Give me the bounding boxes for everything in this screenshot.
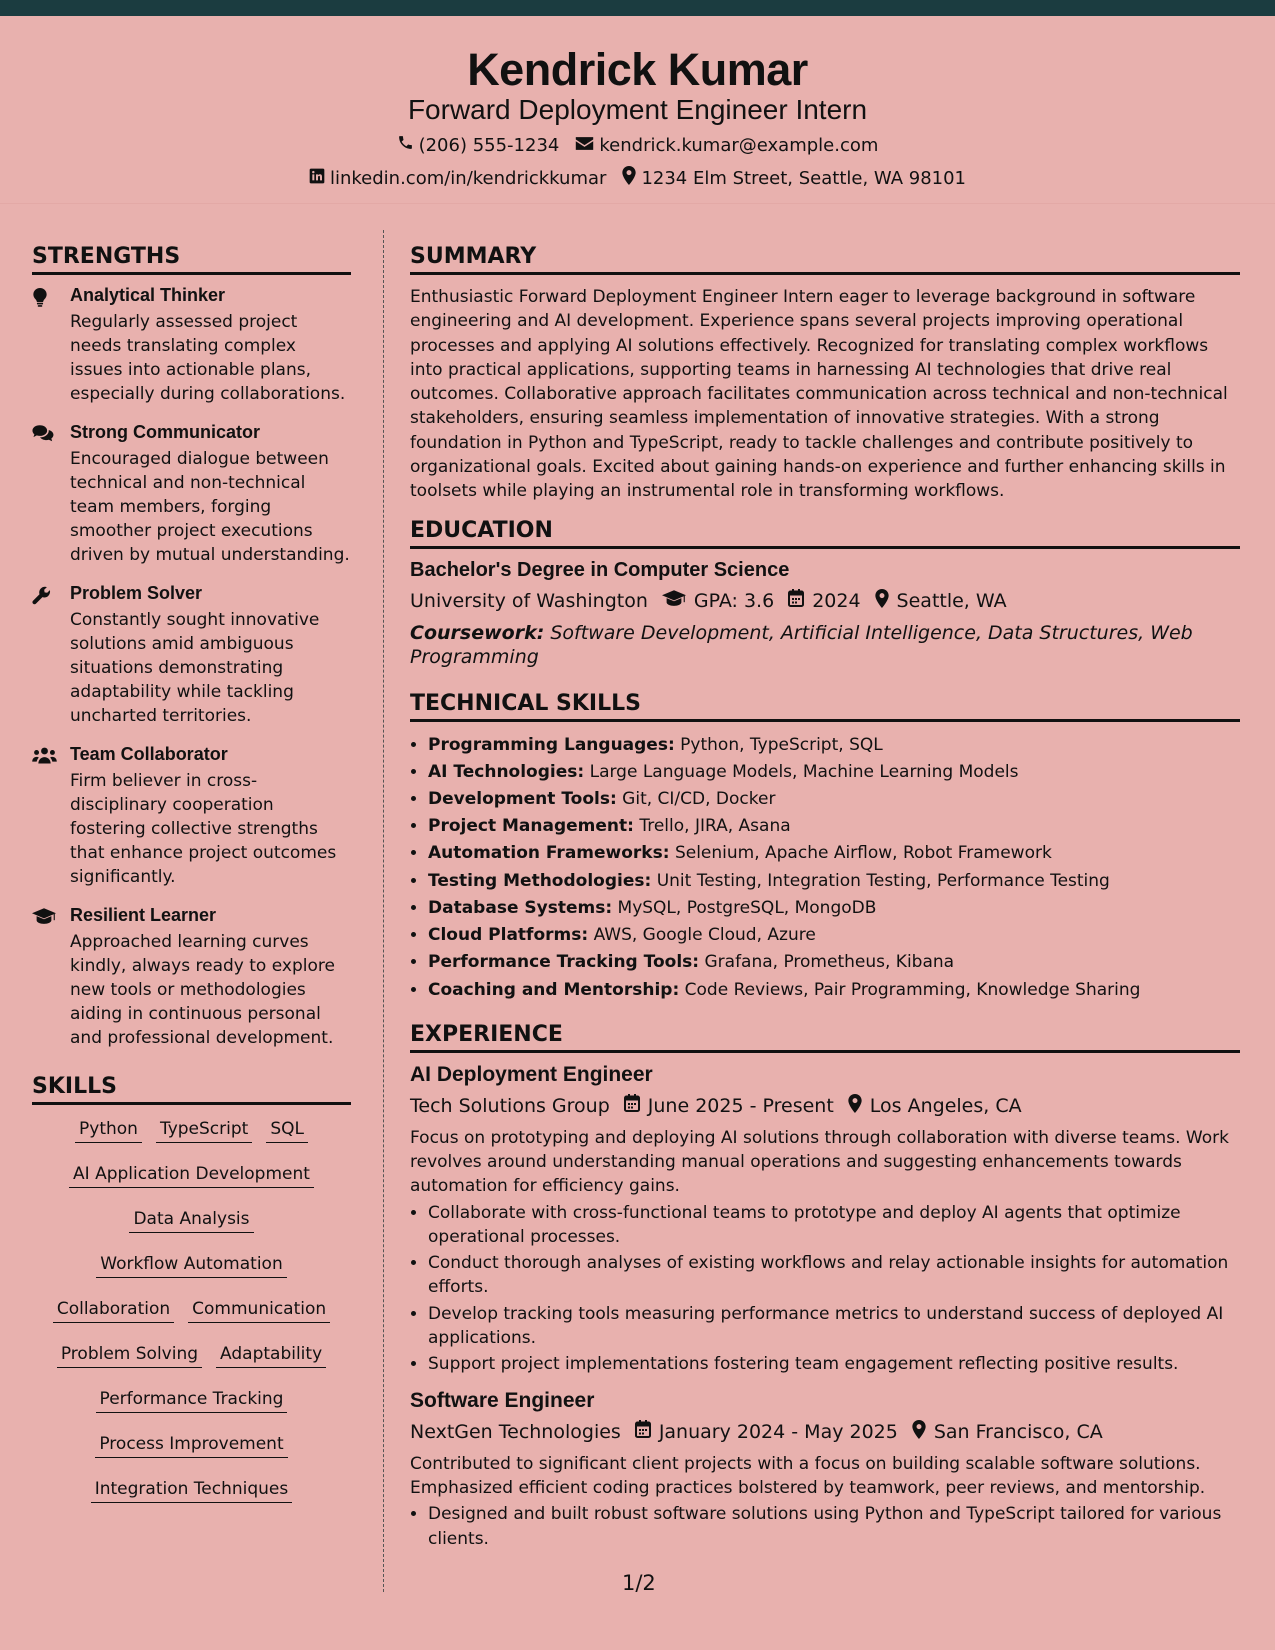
job-bullet: • Collaborate with cross-functional teams to prototype and deploy AI agents that optimize operational processes. bbox=[428, 1201, 1240, 1250]
technical-skills-list bbox=[410, 732, 1240, 1004]
technical-skill-item bbox=[428, 895, 1240, 922]
strengths-heading: STRENGTHS bbox=[32, 244, 351, 275]
skill-label: Performance Tracking Tools: bbox=[428, 952, 700, 973]
skill-label: Programming Languages: bbox=[428, 734, 675, 755]
location-text: San Francisco, CA bbox=[933, 1420, 1103, 1443]
skill-value: AWS, Google Cloud, Azure bbox=[593, 925, 816, 946]
users-icon bbox=[32, 744, 70, 889]
map-pin-icon bbox=[875, 589, 889, 613]
job-company bbox=[410, 1421, 621, 1443]
technical-skill-item bbox=[428, 840, 1240, 867]
job-meta bbox=[410, 1094, 1240, 1118]
comments-icon bbox=[32, 422, 70, 567]
job-description: Contributed to significant client projects with a focus on building scalable software solutions. Emphasized efficient coding practices bolstered by teamwork, peer reviews, and mentorship. bbox=[410, 1453, 1206, 1498]
linkedin-text: linkedin.com/in/kendrickkumar bbox=[329, 167, 607, 189]
strength-description: Encouraged dialogue between technical and non-technical team members, forging smoother project executions driven by mutual understanding. bbox=[70, 449, 350, 565]
gpa-text: GPA: 3.6 bbox=[693, 589, 775, 612]
skill-tag: Communication bbox=[188, 1299, 330, 1323]
job-bullet: • Support project implementations fostering team engagement reflecting positive results. bbox=[428, 1352, 1240, 1376]
job-location bbox=[848, 1094, 1022, 1118]
address-item bbox=[622, 166, 966, 190]
strength-item bbox=[32, 583, 351, 728]
column-divider bbox=[383, 230, 384, 1592]
skill-value: MySQL, PostgreSQL, MongoDB bbox=[617, 897, 877, 918]
skill-value: Grafana, Prometheus, Kibana bbox=[704, 952, 955, 973]
skill-value: Trello, JIRA, Asana bbox=[639, 816, 791, 837]
job-bullets bbox=[410, 1502, 1240, 1551]
education-year bbox=[788, 589, 860, 612]
skill-tag: SQL bbox=[266, 1119, 308, 1143]
skill-value: Unit Testing, Integration Testing, Performance Testing bbox=[656, 870, 1110, 891]
coursework-text: Software Development, Artificial Intelligence, Data Structures, Web Programming bbox=[410, 621, 1193, 668]
job-dates bbox=[624, 1094, 834, 1117]
skill-tag: Data Analysis bbox=[129, 1209, 253, 1233]
skill-tag: TypeScript bbox=[156, 1119, 252, 1143]
skills-list bbox=[32, 1119, 351, 1524]
skill-tag: Integration Techniques bbox=[91, 1479, 293, 1503]
summary-text: Enthusiastic Forward Deployment Engineer Intern eager to leverage background in software engineering and AI development. Experience spans several projects improving operational processes and applying AI solutions effectively. Recognized for translating complex workflows into practical applications, supporting teams in harnessing AI technologies that drive real outcomes. Collaborative approach facilitates communication across technical and non-technical stakeholders, ensuring seamless implementation of innovative strategies. With a strong foundation in Python and TypeScript, ready to tackle challenges and contribute positively to organizational goals. Excited about gaining hands-on experience and further enhancing skills in toolsets while playing an instrumental role in transforming workflows. bbox=[410, 287, 1228, 502]
email-text: kendrick.kumar@example.com bbox=[599, 134, 879, 156]
technical-skill-item bbox=[428, 922, 1240, 949]
skill-value: Git, CI/CD, Docker bbox=[622, 789, 776, 810]
right-column bbox=[410, 244, 1240, 1563]
skill-label: Cloud Platforms: bbox=[428, 925, 589, 946]
calendar-icon bbox=[788, 589, 804, 612]
phone-icon bbox=[397, 134, 414, 156]
job-entry bbox=[410, 1389, 1240, 1551]
strength-title: Problem Solver bbox=[70, 583, 203, 603]
strength-description: Constantly sought innovative solutions amid ambiguous situations demonstrating adaptability while tackling uncharted territories. bbox=[70, 610, 320, 726]
experience-heading: EXPERIENCE bbox=[410, 1022, 1240, 1053]
skill-tag: Collaboration bbox=[53, 1299, 174, 1323]
education-school bbox=[410, 590, 648, 612]
job-company bbox=[410, 1095, 610, 1117]
address-text: 1234 Elm Street, Seattle, WA 98101 bbox=[641, 167, 967, 189]
skills-row bbox=[32, 1389, 351, 1434]
strength-title: Team Collaborator bbox=[70, 744, 228, 764]
skill-value: Selenium, Apache Airflow, Robot Framework bbox=[674, 843, 1052, 864]
year-text: 2024 bbox=[812, 589, 861, 612]
skills-row bbox=[32, 1344, 351, 1389]
map-pin-icon bbox=[622, 166, 636, 190]
graduation-cap-icon bbox=[32, 905, 70, 1050]
skill-label: AI Technologies: bbox=[428, 761, 585, 782]
strength-item bbox=[32, 422, 351, 567]
job-description: Focus on prototyping and deploying AI solutions through collaboration with diverse teams. Work revolves around understanding manual operations and suggesting enhancements towards automation for efficiency gains. bbox=[410, 1127, 1229, 1197]
job-bullet: • Develop tracking tools measuring performance metrics to understand success of deployed AI applications. bbox=[428, 1302, 1240, 1351]
skill-label: Database Systems: bbox=[428, 897, 613, 918]
linkedin-item[interactable] bbox=[309, 168, 606, 189]
strength-item bbox=[32, 905, 351, 1050]
header-divider bbox=[0, 203, 1275, 204]
skill-value: Large Language Models, Machine Learning Models bbox=[589, 761, 1019, 782]
skill-tag: Workflow Automation bbox=[96, 1254, 286, 1278]
skill-value: Python, TypeScript, SQL bbox=[680, 734, 883, 755]
phone-item[interactable] bbox=[397, 134, 560, 156]
resume-header bbox=[0, 16, 1275, 204]
left-column bbox=[32, 244, 351, 1524]
location-text: Los Angeles, CA bbox=[869, 1094, 1022, 1117]
job-bullet: • Conduct thorough analyses of existing workflows and relay actionable insights for automation efforts. bbox=[428, 1251, 1240, 1300]
contact-row-2 bbox=[0, 166, 1275, 190]
skill-tag: Performance Tracking bbox=[96, 1389, 288, 1413]
skill-value: Code Reviews, Pair Programming, Knowledge Sharing bbox=[684, 979, 1141, 1000]
top-accent-bar bbox=[0, 0, 1275, 16]
education-meta bbox=[410, 589, 1240, 613]
location-text: Seattle, WA bbox=[896, 589, 1007, 612]
skills-row bbox=[32, 1299, 351, 1344]
job-title: AI Deployment Engineer bbox=[410, 1062, 653, 1086]
technical-skill-item bbox=[428, 786, 1240, 813]
linkedin-icon bbox=[309, 168, 325, 189]
strength-description: Firm believer in cross-disciplinary cooperation fostering collective strengths that enhance project outcomes significantly. bbox=[70, 771, 337, 887]
strength-description: Approached learning curves kindly, always ready to explore new tools or methodologies aiding in continuous personal and professional development. bbox=[70, 932, 335, 1048]
education-gpa bbox=[662, 590, 774, 612]
education-degree: Bachelor's Degree in Computer Science bbox=[410, 558, 790, 581]
strength-description: Regularly assessed project needs translating complex issues into actionable plans, especially during collaborations. bbox=[70, 312, 346, 404]
skills-row bbox=[32, 1479, 351, 1524]
job-bullet: • Designed and built robust software solutions using Python and TypeScript tailored for various clients. bbox=[428, 1502, 1240, 1551]
email-item[interactable] bbox=[575, 135, 878, 156]
strength-title: Strong Communicator bbox=[70, 422, 261, 442]
calendar-icon bbox=[635, 1420, 651, 1443]
dates-text: June 2025 - Present bbox=[647, 1094, 834, 1117]
strength-title: Resilient Learner bbox=[70, 905, 217, 925]
skill-label: Project Management: bbox=[428, 816, 634, 837]
map-pin-icon bbox=[912, 1420, 926, 1444]
skill-label: Automation Frameworks: bbox=[428, 843, 670, 864]
company-text: Tech Solutions Group bbox=[410, 1094, 610, 1117]
map-pin-icon bbox=[848, 1094, 862, 1118]
wrench-icon bbox=[32, 583, 70, 728]
candidate-name: Kendrick Kumar bbox=[467, 44, 808, 95]
contact-row-1 bbox=[0, 134, 1275, 156]
skill-label: Testing Methodologies: bbox=[428, 870, 652, 891]
skills-row bbox=[32, 1434, 351, 1479]
technical-skill-item bbox=[428, 949, 1240, 976]
skills-heading: SKILLS bbox=[32, 1074, 351, 1105]
skill-tag: Python bbox=[75, 1119, 142, 1143]
coursework-label: Coursework: bbox=[410, 621, 545, 644]
job-title: Software Engineer bbox=[410, 1388, 595, 1412]
job-dates bbox=[635, 1420, 898, 1443]
skill-tag: Problem Solving bbox=[57, 1344, 202, 1368]
summary-heading: SUMMARY bbox=[410, 244, 1240, 275]
page-number: 1/2 bbox=[622, 1571, 656, 1595]
coursework bbox=[410, 621, 1240, 669]
strength-item bbox=[32, 744, 351, 889]
job-meta bbox=[410, 1420, 1240, 1444]
strength-item bbox=[32, 285, 351, 406]
school-text: University of Washington bbox=[410, 589, 648, 612]
technical-skill-item bbox=[428, 868, 1240, 895]
candidate-title: Forward Deployment Engineer Intern bbox=[407, 94, 868, 125]
education-location bbox=[875, 589, 1007, 613]
dates-text: January 2024 - May 2025 bbox=[658, 1420, 898, 1443]
skill-tag: Adaptability bbox=[216, 1344, 326, 1368]
graduation-cap-icon bbox=[662, 590, 686, 612]
envelope-icon bbox=[575, 135, 594, 156]
skills-row bbox=[32, 1209, 351, 1254]
lightbulb-icon bbox=[32, 285, 70, 406]
job-bullets bbox=[410, 1201, 1240, 1377]
phone-text: (206) 555-1234 bbox=[418, 134, 560, 156]
technical-skills-heading: TECHNICAL SKILLS bbox=[410, 691, 1240, 722]
education-heading: EDUCATION bbox=[410, 518, 1240, 549]
skills-row bbox=[32, 1164, 351, 1209]
technical-skill-item bbox=[428, 977, 1240, 1004]
job-location bbox=[912, 1420, 1103, 1444]
job-entry bbox=[410, 1063, 1240, 1377]
skill-label: Coaching and Mentorship: bbox=[428, 979, 680, 1000]
skills-row bbox=[32, 1254, 351, 1299]
skills-row bbox=[32, 1119, 351, 1164]
skill-label: Development Tools: bbox=[428, 789, 617, 810]
calendar-icon bbox=[624, 1094, 640, 1117]
skill-tag: AI Application Development bbox=[69, 1164, 314, 1188]
technical-skill-item bbox=[428, 759, 1240, 786]
technical-skill-item bbox=[428, 732, 1240, 759]
skill-tag: Process Improvement bbox=[95, 1434, 287, 1458]
company-text: NextGen Technologies bbox=[410, 1420, 621, 1443]
technical-skill-item bbox=[428, 813, 1240, 840]
strength-title: Analytical Thinker bbox=[70, 285, 226, 305]
